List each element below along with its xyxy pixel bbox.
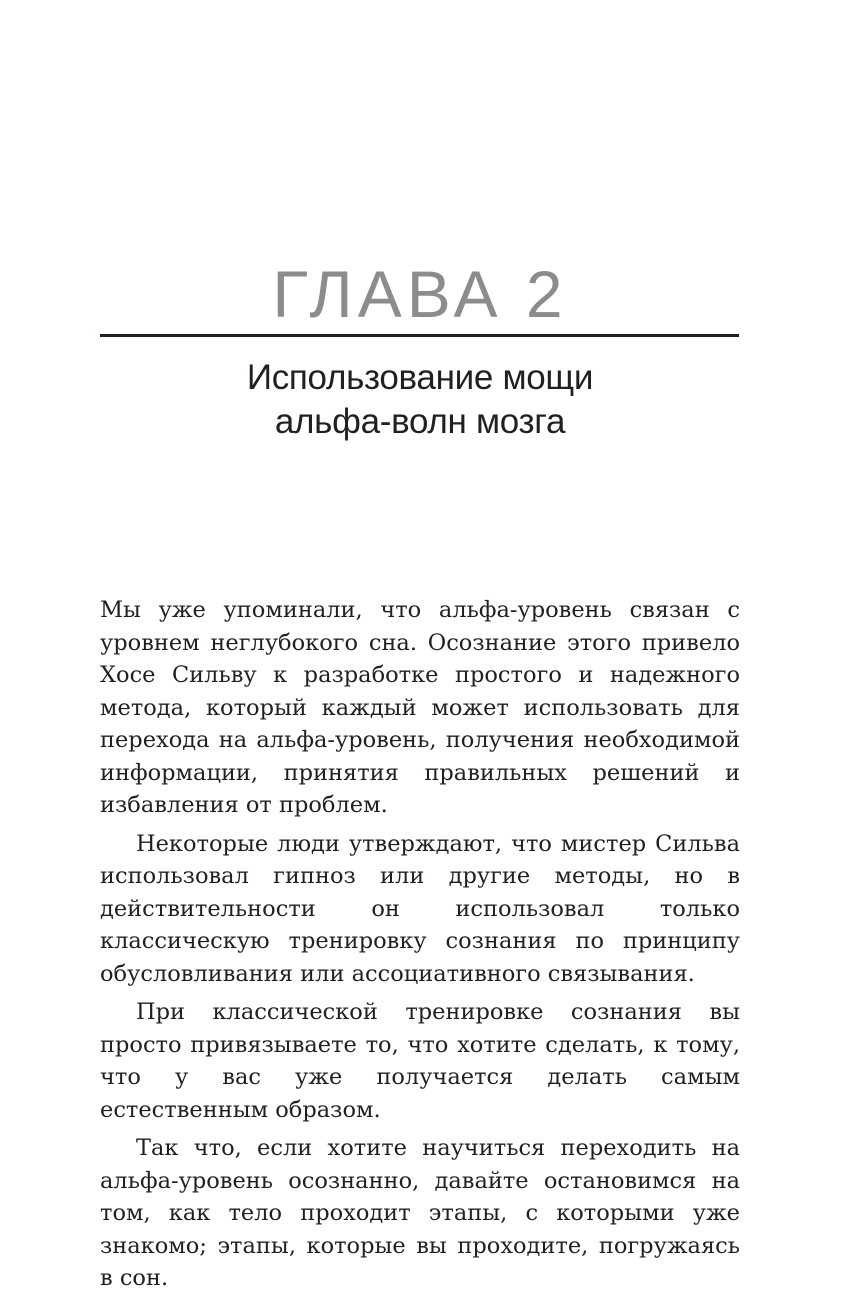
body-text	[100, 594, 740, 1301]
chapter-title-line-1: Использование мощи	[246, 358, 594, 397]
paragraph-4: Так что, если хотите научиться переходить на альфа-уровень осознанно, давайте остановимся на том, как тело проходит этапы, с которыми уже знакомо; этапы, которые вы проходите, погружаясь в сон.	[100, 1135, 740, 1291]
paragraph-1: Мы уже упоминали, что альфа-уровень связан с уровнем неглубокого сна. Осознание этого привело Хосе Сильву к разработке простого и надежного метода, который каждый может использовать для перехода на альфа-уровень, получения необходимой информации, принятия правильных решений и избавления от проблем.	[100, 597, 740, 818]
chapter-number: ГЛАВА 2	[272, 257, 568, 331]
chapter-title-line-2: альфа-волн мозга	[274, 402, 566, 441]
chapter-divider	[100, 334, 739, 337]
chapter-title	[100, 356, 740, 444]
paragraph-2: Некоторые люди утверждают, что мистер Сильва использовал гипноз или другие методы, но в действительности он использовал только классическую тренировку сознания по принципу обусловливания или ассоциативного связывания.	[100, 830, 740, 987]
paragraph-3: При классической тренировке сознания вы просто привязываете то, что хотите сделать, к тому, что у вас уже получается делать самым естественным образом.	[100, 999, 740, 1123]
